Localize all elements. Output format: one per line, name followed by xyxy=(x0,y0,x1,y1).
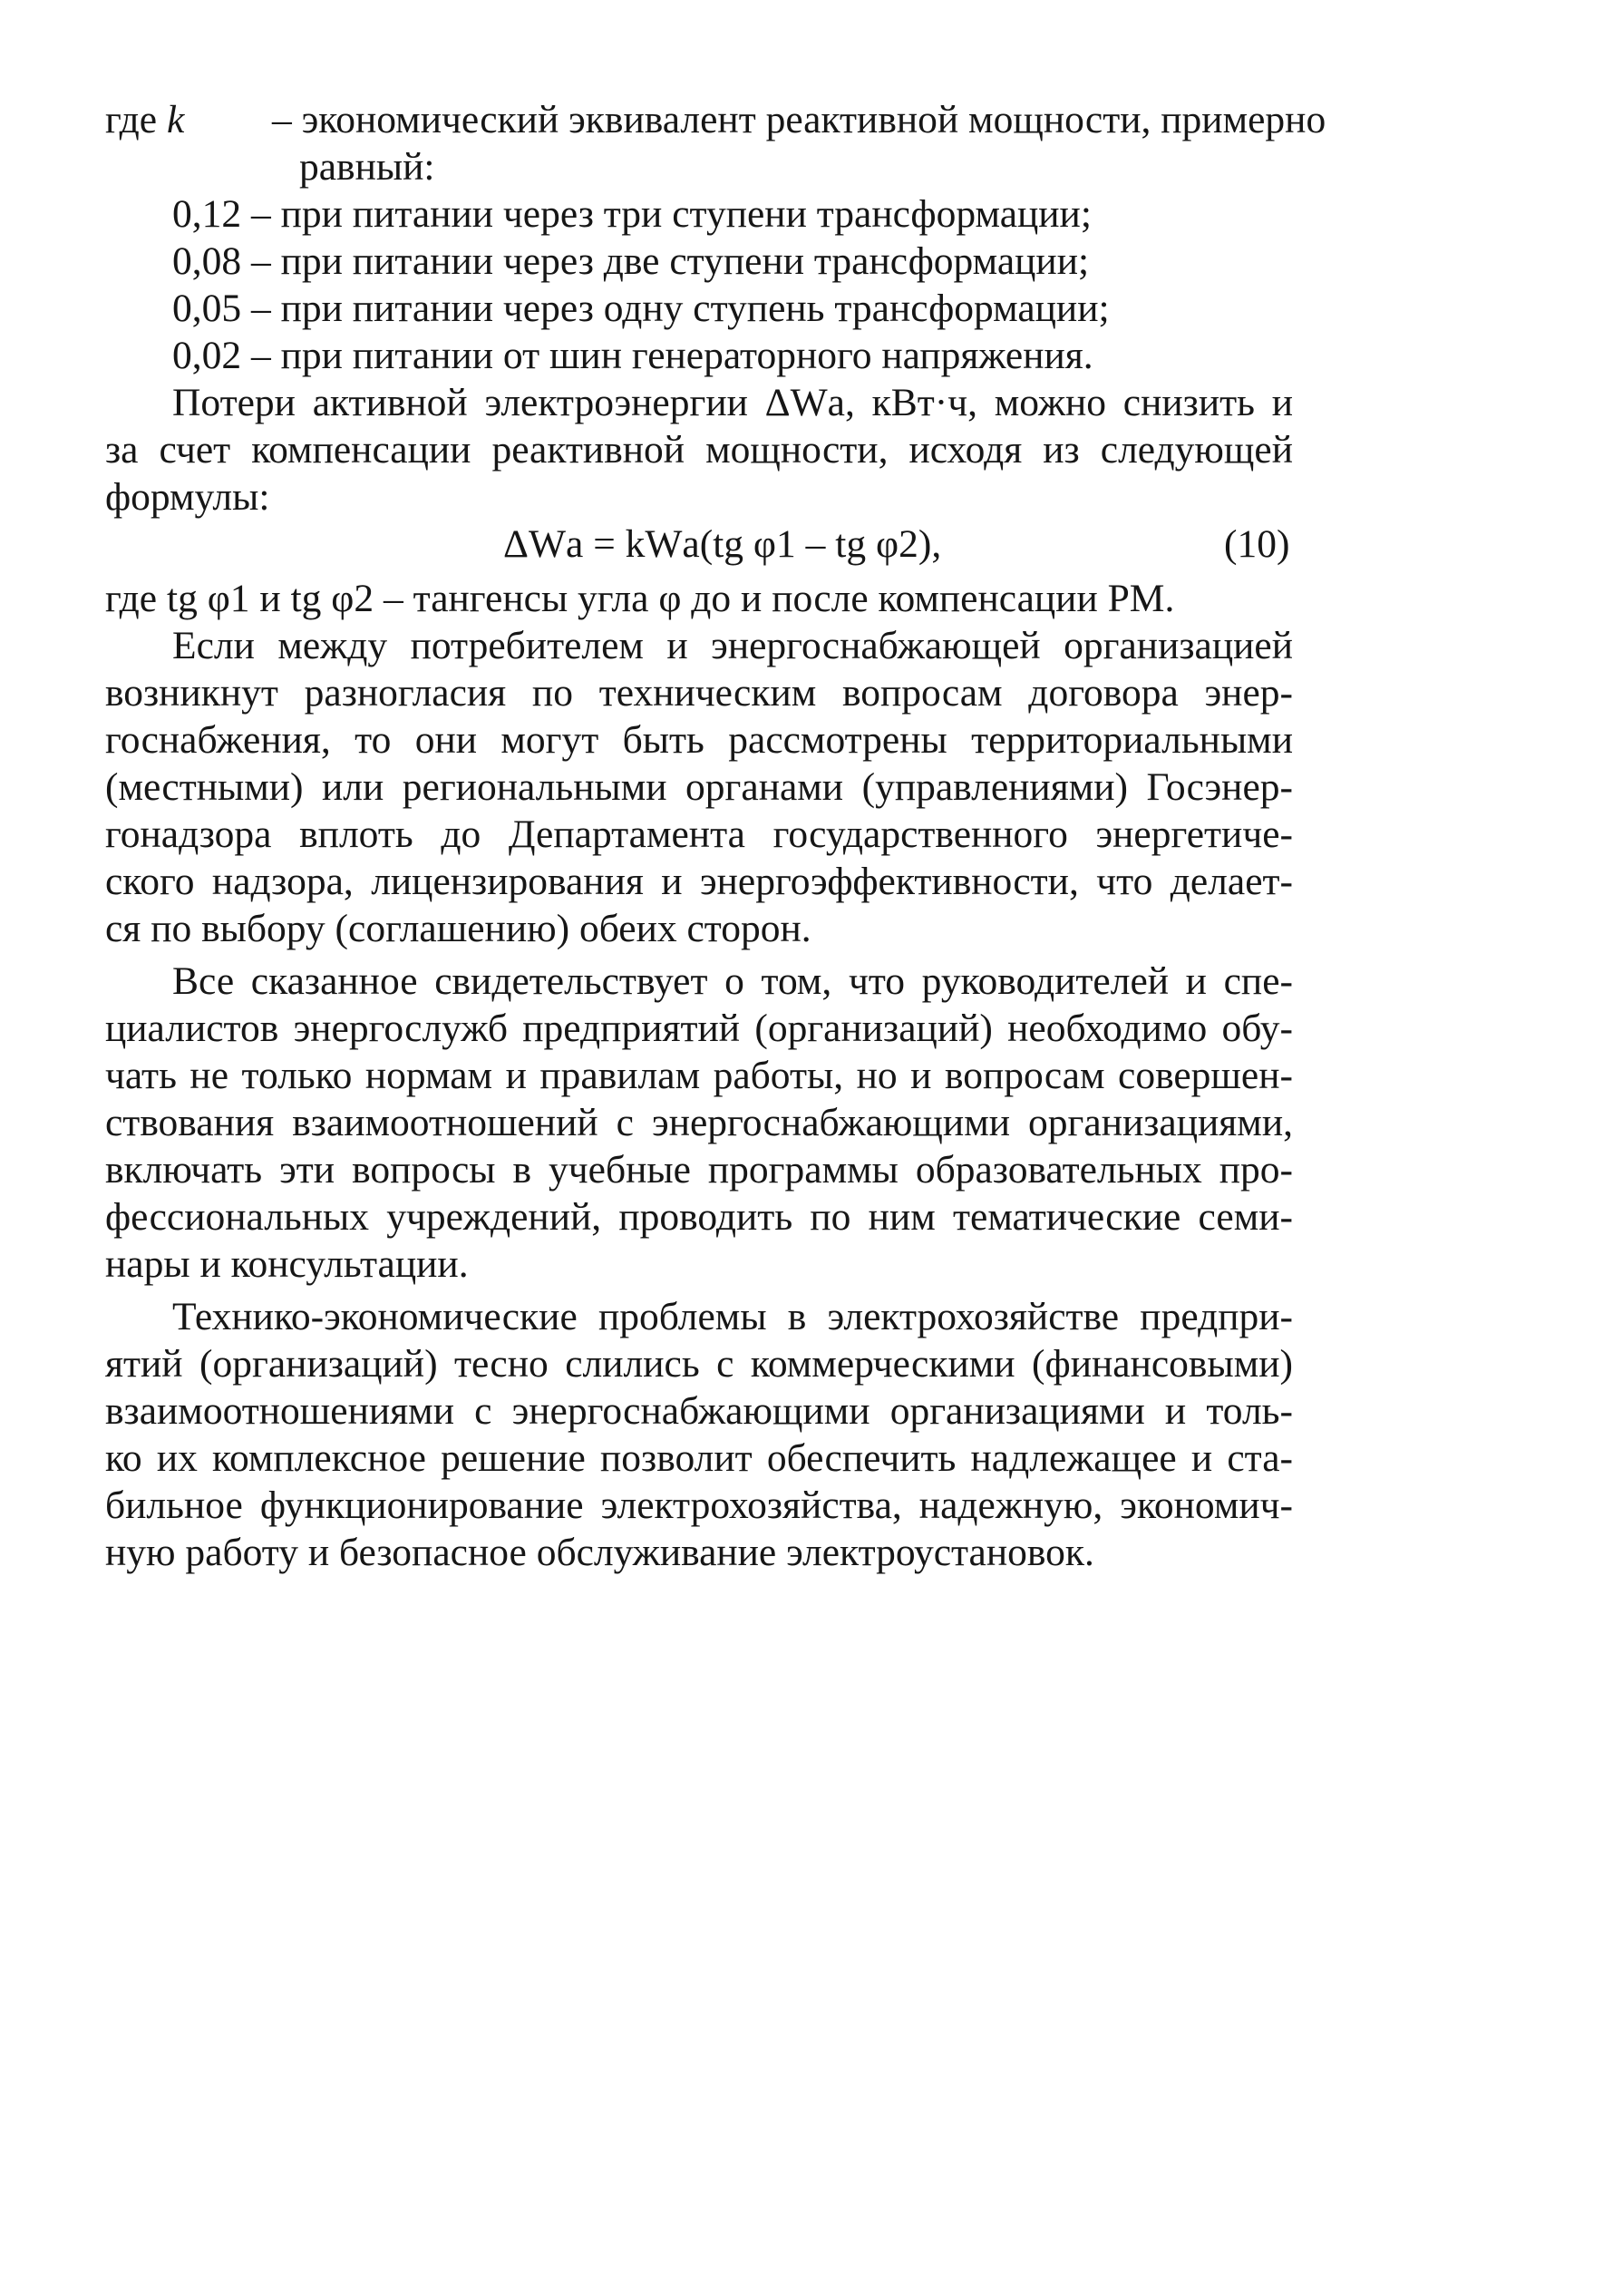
paragraph-line: чать не только нормам и правилам работы, но и вопросам совершен- xyxy=(105,1054,1293,1097)
paragraph-line: циалистов энергослужб предприятий (организаций) необходимо обу- xyxy=(105,1007,1293,1050)
paragraph-line: ствования взаимоотношений с энергоснабжающими организациями, xyxy=(105,1101,1293,1144)
definition-label: где k xyxy=(105,98,185,141)
paragraph-line: формулы: xyxy=(105,475,270,519)
paragraph-line: за счет компенсации реактивной мощности, исходя из следующей xyxy=(105,428,1293,472)
list-item: 0,08 – при питании через две ступени трансформации; xyxy=(172,239,1090,283)
paragraph-line: ную работу и безопасное обслуживание электроустановок. xyxy=(105,1531,1094,1574)
paragraph-line: Если между потребителем и энергоснабжающей организацией xyxy=(172,624,1293,667)
paragraph-line: ко их комплексное решение позволит обеспечить надлежащее и ста- xyxy=(105,1436,1293,1480)
paragraph-line: Технико-экономические проблемы в электрохозяйстве предпри- xyxy=(172,1295,1293,1338)
formula-explanation: где tg φ1 и tg φ2 – тангенсы угла φ до и после компенсации РМ. xyxy=(105,577,1175,620)
paragraph-line: Потери активной электроэнергии ΔWа, кВт·ч, можно снизить и xyxy=(172,381,1293,424)
list-item: 0,05 – при питании через одну ступень трансформации; xyxy=(172,287,1110,330)
paragraph-line: ского надзора, лицензирования и энергоэффективности, что делает- xyxy=(105,860,1293,903)
paragraph-line: гонадзора вплоть до Департамента государственного энергетиче- xyxy=(105,812,1293,856)
definition-text-line: – экономический эквивалент реактивной мощности, примерно xyxy=(272,98,1326,141)
definition-text-line: равный: xyxy=(299,145,435,189)
paragraph-line: госнабжения, то они могут быть рассмотрены территориальными xyxy=(105,718,1293,762)
formula-expression: ΔWа = kWа(tg φ1 – tg φ2), xyxy=(503,522,942,566)
list-item: 0,12 – при питании через три ступени трансформации; xyxy=(172,192,1092,236)
paragraph-line: Все сказанное свидетельствует о том, что руководителей и спе- xyxy=(172,959,1293,1003)
paragraph-line: ся по выбору (соглашению) обеих сторон. xyxy=(105,907,811,950)
paragraph-line: нары и консультации. xyxy=(105,1242,469,1286)
equation-number: (10) xyxy=(1224,522,1290,566)
list-item: 0,02 – при питании от шин генераторного напряжения. xyxy=(172,334,1093,377)
paragraph-line: бильное функционирование электрохозяйства, надежную, экономич- xyxy=(105,1484,1293,1527)
paragraph-line: взаимоотношениями с энергоснабжающими организациями и толь- xyxy=(105,1389,1293,1433)
paragraph-line: ятий (организаций) тесно слились с коммерческими (финансовыми) xyxy=(105,1342,1293,1386)
paragraph-line: включать эти вопросы в учебные программы образовательных про- xyxy=(105,1148,1293,1192)
paragraph-line: (местными) или региональными органами (управлениями) Госэнер- xyxy=(105,765,1293,809)
paragraph-line: возникнут разногласия по техническим вопросам договора энер- xyxy=(105,671,1293,715)
paragraph-line: фессиональных учреждений, проводить по ним тематические семи- xyxy=(105,1195,1293,1239)
